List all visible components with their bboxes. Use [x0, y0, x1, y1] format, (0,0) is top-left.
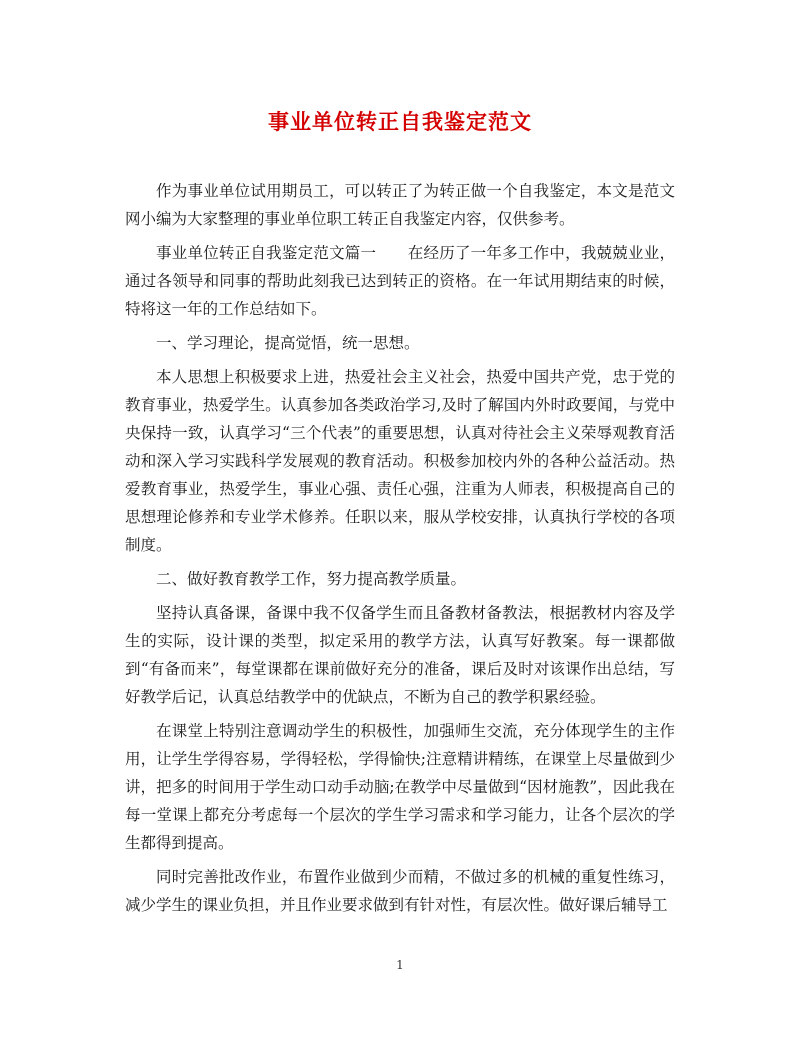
paragraph-ideology: 本人思想上积极要求上进，热爱社会主义社会，热爱中国共产党，忠于党的教育事业，热爱学生。认真参加各类政治学习,及时了解国内外时政要闻，与党中央保持一致，认真学习“三个代表”的重要思想，认真对待社会主义荣辱观教育活动和深入学习实践科学发展观的教育活动。积极参加校内外的各种公益活动。热爱教育事业，热爱学生，事业心强、责任心强，注重为人师表，积极提高自己的思想理论修养和专业学术修养。任职以来，服从学校安排，认真执行学校的各项制度。 [125, 368, 675, 554]
paragraph-intro: 作为事业单位试用期员工，可以转正了为转正做一个自我鉴定，本文是范文网小编为大家整理的事业单位职工转正自我鉴定内容，仅供参考。 [125, 182, 675, 228]
section-heading-one: 一、学习理论，提高觉悟，统一思想。 [156, 334, 420, 352]
paragraph-sample-one: 事业单位转正自我鉴定范文篇一 在经历了一年多工作中，我兢兢业业，通过各领导和同事的帮助此刻我已达到转正的资格。在一年试用期结束的时候，特将这一年的工作总结如下。 [125, 244, 675, 318]
paragraph-classroom: 在课堂上特别注意调动学生的积极性，加强师生交流，充分体现学生的主作用，让学生学得容易，学得轻松，学得愉快;注意精讲精练，在课堂上尽量做到少讲，把多的时间用于学生动口动手动脑;在教学中尽量做到“因材施教”，因此我在每一堂课上都充分考虑每一个层次的学生学习需求和学习能力，让各个层次的学生都得到提高。 [125, 722, 675, 852]
paragraph-homework: 同时完善批改作业，布置作业做到少而精，不做过多的机械的重复性练习，减少学生的课业负担，并且作业要求做到有针对性，有层次性。做好课后辅导工 [125, 868, 675, 914]
paragraph-lesson-prep: 坚持认真备课，备课中我不仅备学生而且备教材备教法，根据教材内容及学生的实际，设计课的类型，拟定采用的教学方法，认真写好教案。每一课都做到“有备而来”，每堂课都在课前做好充分的准备，课后及时对该课作出总结，写好教学后记，认真总结教学中的优缺点，不断为自己的教学积累经验。 [125, 604, 675, 706]
page-number: 1 [396, 958, 404, 972]
document-body [125, 177, 675, 925]
document-title: 事业单位转正自我鉴定范文 [268, 109, 532, 134]
section-heading-two: 二、做好教育教学工作，努力提高教学质量。 [156, 570, 467, 588]
